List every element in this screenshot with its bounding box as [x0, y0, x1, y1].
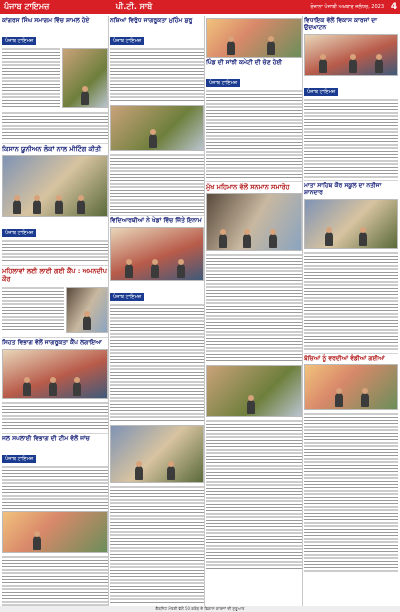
photo: [2, 349, 108, 399]
person-figure: [33, 536, 41, 550]
person-figure: [325, 232, 333, 246]
column-4: [304, 16, 398, 612]
article-text: [110, 153, 204, 213]
article-text: [304, 412, 398, 572]
article-text: [2, 286, 64, 332]
divider: [206, 181, 302, 182]
person-figure: [125, 264, 133, 278]
headline: ਮਾਤਾ ਸਾਹਿਬ ਕੌਰ ਸਕੂਲ ਦਾ ਨਤੀਜਾ ਸ਼ਾਨਦਾਰ: [304, 181, 382, 196]
article-text: [2, 239, 108, 263]
person-figure: [13, 200, 21, 214]
masthead-title: ਪੰਜਾਬ ਟਾਇਮਜ਼: [4, 2, 50, 11]
column-2: [110, 16, 204, 612]
person-figure: [33, 200, 41, 214]
headline: ਸਿਹਤ ਵਿਭਾਗ ਵੱਲੋਂ ਜਾਗਰੂਕਤਾ ਕੈਂਪ ਲਗਾਇਆ: [2, 339, 102, 347]
person-figure: [49, 382, 57, 396]
photo: [110, 425, 204, 483]
headline: ਵਿਦਿਆਰਥੀਆਂ ਨੇ ਖੇਡਾਂ ਵਿੱਚ ਜਿੱਤੇ ਇਨਾਮ: [110, 216, 202, 224]
byline: ਪੰਜਾਬ ਟਾਇਮਜ਼: [2, 37, 36, 45]
article-text: [2, 465, 108, 509]
person-figure: [219, 234, 227, 248]
photo: [110, 105, 204, 151]
photo: [206, 365, 302, 417]
person-figure: [359, 232, 367, 246]
photo: [66, 287, 108, 333]
photo: [110, 227, 204, 281]
masthead-center: ਪੀ.ਟੀ. ਸਾਬੋ: [115, 2, 153, 11]
photo: [206, 193, 302, 251]
headline: ਬੱਚਿਆਂ ਨੂੰ ਵਰਦੀਆਂ ਵੰਡੀਆਂ ਗਈਆਂ: [304, 354, 385, 362]
photo: [304, 364, 398, 410]
person-figure: [227, 41, 235, 55]
page-number: 4: [390, 2, 398, 12]
article-text: [206, 419, 302, 569]
person-figure: [151, 264, 159, 278]
person-figure: [77, 200, 85, 214]
photo: [206, 18, 302, 58]
headline: ਮਹਿਲਾਵਾਂ ਲਈ ਲਾਈ ਗਈ ਕੈਂਪ : ਅਮਨਦੀਪ ਕੌਰ: [2, 267, 107, 283]
article-text: [206, 89, 302, 179]
article-text: [304, 251, 398, 351]
person-figure: [55, 200, 63, 214]
page-footer: ਕੈਬਨਿਟ ਮੰਤਰੀ ਵੱਲੋਂ 50 ਕਰੋੜ ਦੇ ਵਿਕਾਸ ਕਾਰਜਾਂ ਦੀ ਸ਼ੁਰੂਆਤ: [0, 606, 400, 612]
divider: [2, 143, 108, 144]
byline: ਪੰਜਾਬ ਟਾਇਮਜ਼: [110, 37, 144, 45]
byline: ਪੰਜਾਬ ਟਾਇਮਜ਼: [2, 455, 36, 463]
person-figure: [319, 59, 327, 73]
headline: ਮੁੱਖ ਮਹਿਮਾਨ ਵੱਲੋਂ ਸਨਮਾਨ ਸਮਾਰੋਹ: [206, 182, 290, 191]
article-text: [2, 111, 108, 141]
person-figure: [335, 393, 343, 407]
column-rule: [108, 16, 109, 612]
column-rule: [302, 16, 303, 612]
masthead: [0, 0, 400, 14]
divider: [304, 353, 398, 354]
person-figure: [135, 466, 143, 480]
article-text: [110, 47, 204, 103]
article-text: [110, 485, 204, 605]
photo: [2, 155, 108, 217]
person-figure: [81, 91, 89, 105]
article-text: [206, 253, 302, 363]
column-rule: [204, 16, 205, 612]
divider: [110, 215, 204, 216]
person-figure: [243, 234, 251, 248]
person-figure: [361, 393, 369, 407]
person-figure: [177, 264, 185, 278]
byline: ਪੰਜਾਬ ਟਾਇਮਜ਼: [304, 88, 338, 96]
article-text: [304, 98, 398, 178]
headline: ਵਿਧਾਇਕ ਵੱਲੋਂ ਵਿਕਾਸ ਕਾਰਜਾਂ ਦਾ ਉਦਘਾਟਨ: [304, 17, 377, 31]
column-1: [2, 16, 108, 612]
person-figure: [349, 59, 357, 73]
column-3: [206, 16, 302, 612]
photo: [2, 511, 108, 553]
headline: ਕਿਸਾਨ ਯੂਨੀਅਨ ਲੋਕਾਂ ਨਾਲ ਮੀਟਿੰਗ ਕੀਤੀ: [2, 144, 102, 153]
photo: [62, 48, 108, 108]
person-figure: [269, 234, 277, 248]
person-figure: [375, 59, 383, 73]
headline: ਪਿੰਡ ਦੀ ਸਾਂਝੀ ਕਮੇਟੀ ਦੀ ਚੋਣ ਹੋਈ: [206, 59, 282, 66]
byline: ਪੰਜਾਬ ਟਾਇਮਜ਼: [206, 79, 240, 87]
person-figure: [247, 400, 255, 414]
photo: [304, 34, 398, 76]
masthead-date: ਰੋਜ਼ਾਨਾ ਪੰਜਾਬੀ ਅਖ਼ਬਾਰ ਜਲੰਧਰ, 2023: [310, 4, 384, 10]
person-figure: [267, 41, 275, 55]
article-text: [2, 47, 60, 107]
divider: [304, 180, 398, 181]
person-figure: [167, 466, 175, 480]
headline: ਜਲ ਸਪਲਾਈ ਵਿਭਾਗ ਦੀ ਟੀਮ ਵੱਲੋਂ ਜਾਂਚ: [2, 435, 90, 443]
person-figure: [149, 134, 157, 148]
person-figure: [73, 382, 81, 396]
article-block: [2, 285, 108, 335]
headline: ਕਾਂਗਰਸ ਸਿੰਘ ਸਮਾਗਮ ਵਿੱਚ ਸ਼ਾਮਲ ਹੋਏ: [2, 17, 90, 24]
byline: ਪੰਜਾਬ ਟਾਇਮਜ਼: [2, 229, 36, 237]
person-figure: [23, 382, 31, 396]
article-text: [2, 555, 108, 612]
person-figure: [83, 316, 91, 330]
byline: ਪੰਜਾਬ ਟਾਇਮਜ਼: [110, 293, 144, 301]
headline: ਨਸ਼ਿਆਂ ਵਿਰੁੱਧ ਜਾਗਰੂਕਤਾ ਮੁਹਿੰਮ ਸ਼ੁਰੂ: [110, 17, 193, 24]
article-block: [2, 46, 108, 110]
photo: [304, 199, 398, 249]
article-text: [110, 303, 204, 423]
article-text: [2, 401, 108, 431]
